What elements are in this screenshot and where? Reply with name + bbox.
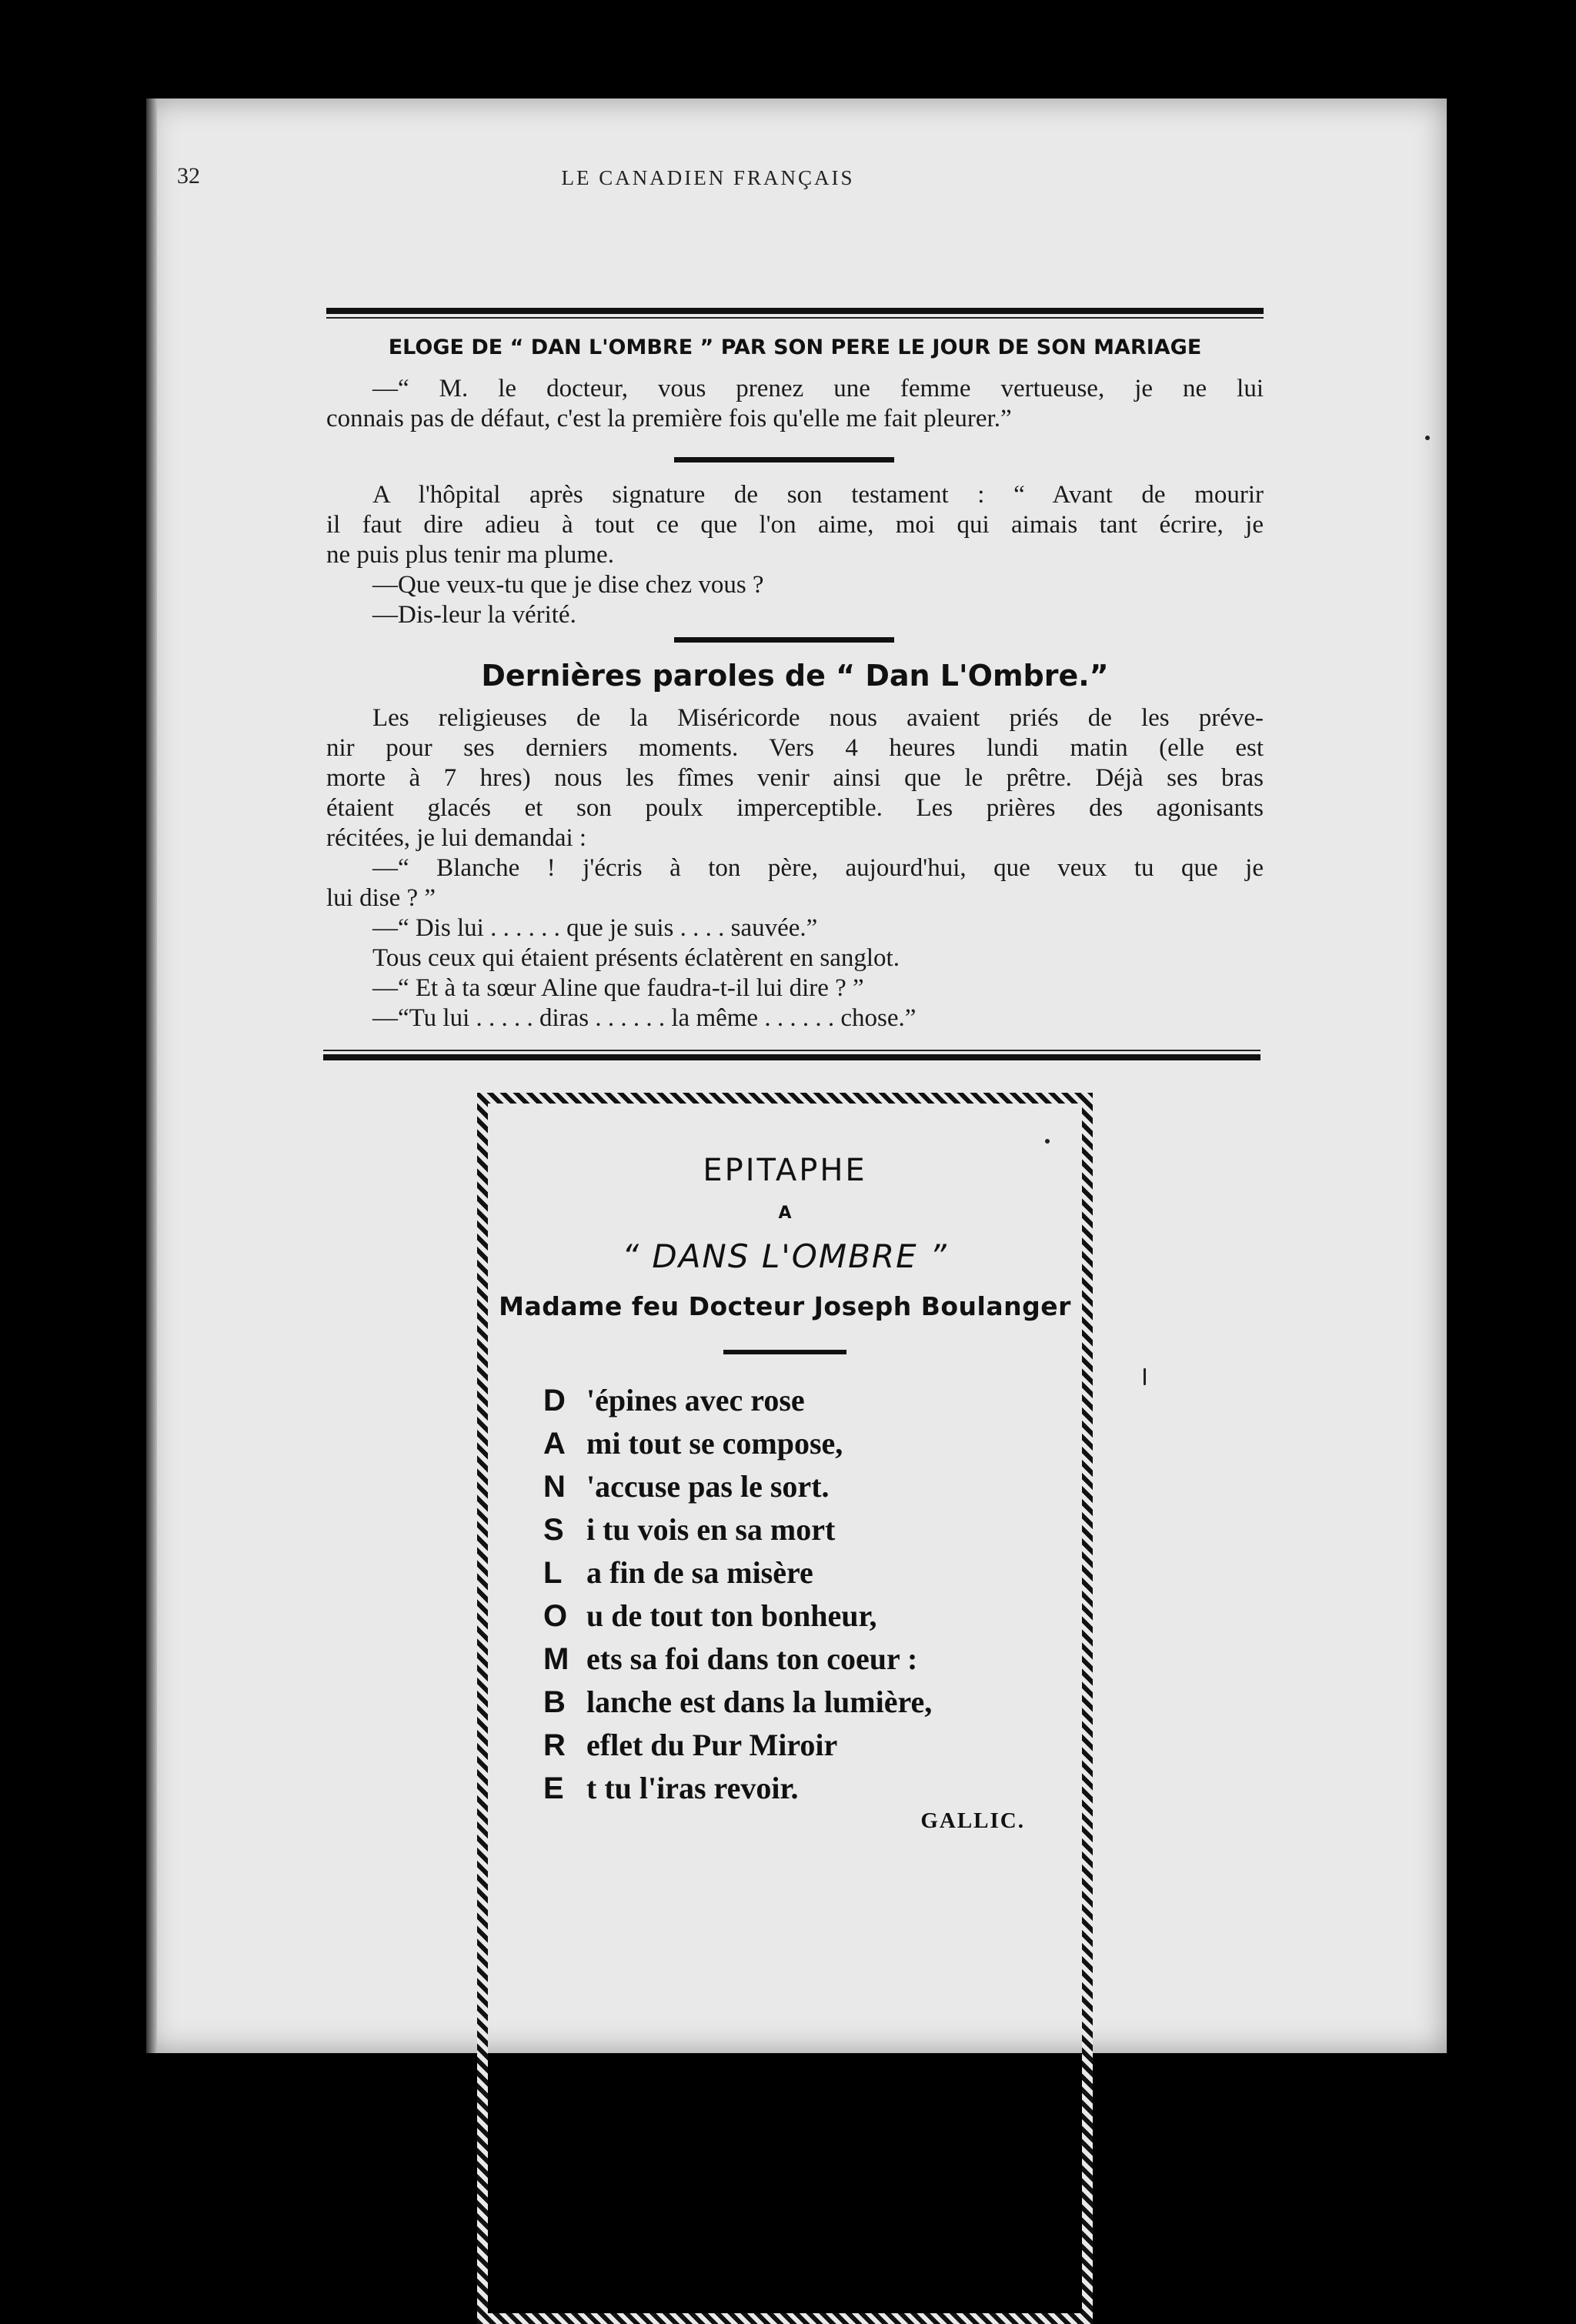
acrostic-letter: L — [543, 1556, 563, 1590]
text-line: —Dis-leur la vérité. — [372, 601, 576, 629]
acrostic-text: i tu vois en sa mort — [586, 1512, 836, 1547]
epitaph-dedication: Madame feu Docteur Joseph Boulanger — [499, 1291, 1071, 1321]
acrostic-line — [543, 1638, 932, 1681]
acrostic-text: mi tout se compose, — [586, 1426, 843, 1461]
text-line: récitées, je lui demandai : — [326, 824, 587, 852]
epitaph-divider — [723, 1350, 846, 1354]
section-divider — [674, 457, 894, 462]
text-line: —“ Dis lui . . . . . . que je suis . . . . sauvée.” — [372, 914, 818, 942]
text-line: il faut dire adieu à tout ce que l'on aime, moi qui aimais tant écrire, je — [326, 511, 1264, 539]
acrostic-letter: S — [543, 1513, 564, 1547]
text-line: —“Tu lui . . . . . diras . . . . . . la même . . . . . . chose.” — [372, 1004, 917, 1032]
text-line: nir pour ses derniers moments. Vers 4 heures lundi matin (elle est — [326, 734, 1264, 762]
acrostic-letter: N — [543, 1470, 566, 1504]
acrostic-text: ets sa foi dans ton coeur : — [586, 1641, 918, 1676]
eloge-paragraph — [326, 374, 1264, 434]
epitaph-a: A — [778, 1204, 792, 1223]
bottom-rule-thin — [323, 1050, 1260, 1051]
acrostic-letter: D — [543, 1384, 566, 1417]
epitaph-title: EPITAPHE — [703, 1153, 867, 1188]
section-heading-eloge: ELOGE DE “ DAN L'OMBRE ” PAR SON PERE LE JOUR DE SON MARIAGE — [388, 336, 1202, 359]
text-line: A l'hôpital après signature de son testament : “ Avant de mourir — [372, 481, 1264, 509]
acrostic-letter: E — [543, 1771, 564, 1805]
acrostic-line — [543, 1767, 932, 1810]
header-rule — [326, 308, 1264, 314]
acrostic-text: a fin de sa misère — [586, 1555, 813, 1590]
section-divider — [674, 637, 894, 643]
text-line: —Que veux-tu que je dise chez vous ? — [372, 571, 764, 599]
acrostic-letter: A — [543, 1427, 566, 1461]
acrostic-line — [543, 1681, 932, 1724]
acrostic-letter: M — [543, 1642, 569, 1676]
last-words-paragraph — [326, 703, 1264, 1033]
journal-title: LE CANADIEN FRANÇAIS — [561, 166, 855, 189]
acrostic-text: 'accuse pas le sort. — [586, 1469, 830, 1504]
acrostic-text: 'épines avec rose — [586, 1383, 805, 1417]
hospital-paragraph — [326, 480, 1264, 630]
bottom-rule — [323, 1054, 1260, 1060]
page-number: 32 — [177, 163, 200, 189]
acrostic-text: lanche est dans la lumière, — [586, 1685, 933, 1719]
acrostic-line — [543, 1379, 932, 1422]
signature: GALLIC. — [920, 1808, 1025, 1833]
acrostic-text: u de tout ton bonheur, — [586, 1598, 877, 1633]
acrostic-line — [543, 1594, 932, 1638]
text-line: connais pas de défaut, c'est la première fois qu'elle me fait pleurer.” — [326, 405, 1012, 432]
text-line: étaient glacés et son poulx imperceptible. Les prières des agonisants — [326, 794, 1264, 822]
text-line: Tous ceux qui étaient présents éclatèrent en sanglot. — [372, 944, 900, 972]
acrostic-line — [543, 1551, 932, 1594]
text-line: ne puis plus tenir ma plume. — [326, 541, 614, 569]
acrostic-line — [543, 1724, 932, 1767]
acrostic-letter: B — [543, 1685, 566, 1719]
acrostic-letter: R — [543, 1728, 566, 1762]
acrostic-poem — [543, 1379, 932, 1810]
section-heading-dernieres: Dernières paroles de “ Dan L'Ombre.” — [481, 659, 1109, 693]
text-line: Les religieuses de la Miséricorde nous avaient priés de les préve- — [372, 704, 1264, 732]
scan-speck — [1045, 1139, 1050, 1144]
running-header — [177, 163, 1239, 194]
text-line: morte à 7 hres) nous les fîmes venir ainsi que le prêtre. Déjà ses bras — [326, 764, 1264, 792]
header-rule-thin — [326, 317, 1264, 319]
acrostic-letter: O — [543, 1599, 568, 1633]
text-line: —“ M. le docteur, vous prenez une femme vertueuse, je ne lui — [372, 375, 1264, 402]
acrostic-line — [543, 1465, 932, 1508]
acrostic-text: t tu l'iras revoir. — [586, 1771, 799, 1805]
text-line: —“ Et à ta sœur Aline que faudra-t-il lui dire ? ” — [372, 974, 864, 1002]
scan-speck — [1425, 436, 1430, 440]
epitaph-name: “ DANS L'OMBRE ” — [622, 1237, 948, 1275]
scan-speck — [1144, 1368, 1146, 1385]
acrostic-text: eflet du Pur Miroir — [586, 1728, 838, 1762]
acrostic-line — [543, 1422, 932, 1465]
epitaph-frame — [477, 1093, 1093, 2324]
acrostic-line — [543, 1508, 932, 1551]
text-line: —“ Blanche ! j'écris à ton père, aujourd'hui, que veux tu que je — [372, 854, 1264, 882]
text-line: lui dise ? ” — [326, 884, 436, 912]
